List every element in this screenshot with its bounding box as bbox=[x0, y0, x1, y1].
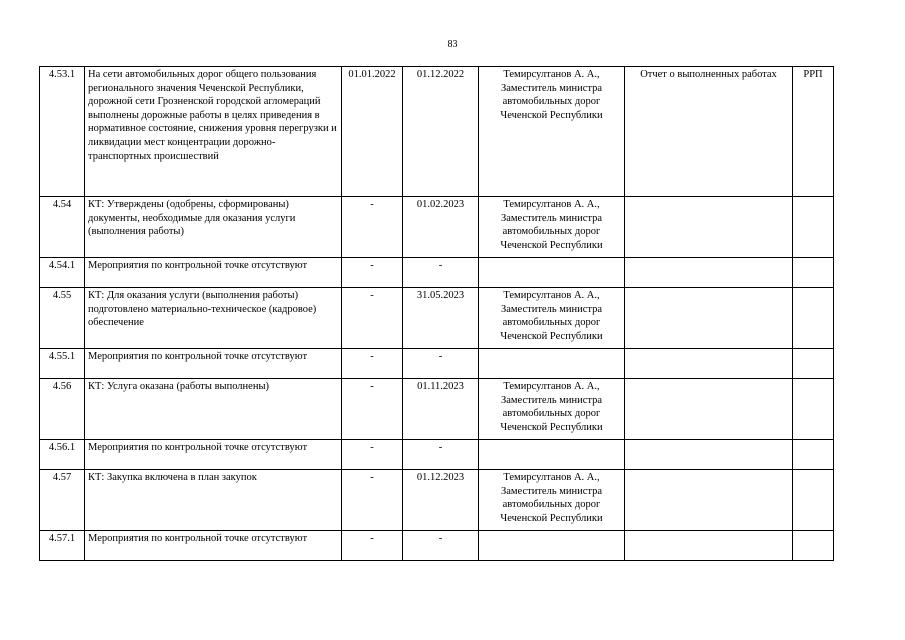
row-system bbox=[793, 197, 834, 258]
row-start-date: - bbox=[342, 349, 403, 379]
table-row bbox=[40, 379, 834, 440]
row-end-date: 01.11.2023 bbox=[403, 379, 479, 440]
table-row bbox=[40, 531, 834, 561]
row-responsible: Темирсултанов А. А., Заместитель министра автомобильных дорог Чеченской Республики bbox=[479, 379, 625, 440]
row-start-date: - bbox=[342, 197, 403, 258]
row-number: 4.55 bbox=[40, 288, 85, 349]
table-row bbox=[40, 349, 834, 379]
plan-table bbox=[39, 66, 834, 561]
row-result bbox=[625, 470, 793, 531]
row-start-date: - bbox=[342, 440, 403, 470]
row-number: 4.53.1 bbox=[40, 67, 85, 197]
row-result bbox=[625, 288, 793, 349]
row-system: РРП bbox=[793, 67, 834, 197]
row-responsible: Темирсултанов А. А., Заместитель министра автомобильных дорог Чеченской Республики bbox=[479, 470, 625, 531]
row-description: На сети автомобильных дорог общего пользования регионального значения Чеченской Республики, дорожной сети Грозненской городской агломераций выполнены дорожные работы в целях приведения в нормативное состояние, снижения уровня перегрузки и ликвидации мест концентрации дорожно-транспортных происшествий bbox=[85, 67, 342, 197]
row-system bbox=[793, 258, 834, 288]
row-responsible: Темирсултанов А. А., Заместитель министра автомобильных дорог Чеченской Республики bbox=[479, 67, 625, 197]
row-number: 4.54.1 bbox=[40, 258, 85, 288]
row-description: Мероприятия по контрольной точке отсутствуют bbox=[85, 349, 342, 379]
table-row bbox=[40, 470, 834, 531]
row-description: КТ: Закупка включена в план закупок bbox=[85, 470, 342, 531]
row-end-date: - bbox=[403, 531, 479, 561]
row-start-date: - bbox=[342, 288, 403, 349]
page-number: 83 bbox=[447, 39, 458, 50]
row-result: Отчет о выполненных работах bbox=[625, 67, 793, 197]
table-row bbox=[40, 288, 834, 349]
row-end-date: 01.12.2022 bbox=[403, 67, 479, 197]
row-number: 4.56 bbox=[40, 379, 85, 440]
row-result bbox=[625, 379, 793, 440]
row-responsible bbox=[479, 440, 625, 470]
row-end-date: - bbox=[403, 258, 479, 288]
table-row bbox=[40, 67, 834, 197]
row-system bbox=[793, 288, 834, 349]
row-description: КТ: Для оказания услуги (выполнения работы) подготовлено материально-техническое (кадровое) обеспечение bbox=[85, 288, 342, 349]
row-number: 4.57 bbox=[40, 470, 85, 531]
row-end-date: - bbox=[403, 440, 479, 470]
row-description: Мероприятия по контрольной точке отсутствуют bbox=[85, 531, 342, 561]
row-responsible bbox=[479, 258, 625, 288]
row-responsible bbox=[479, 531, 625, 561]
row-result bbox=[625, 440, 793, 470]
row-result bbox=[625, 258, 793, 288]
row-result bbox=[625, 349, 793, 379]
row-start-date: - bbox=[342, 379, 403, 440]
row-description: КТ: Услуга оказана (работы выполнены) bbox=[85, 379, 342, 440]
row-number: 4.55.1 bbox=[40, 349, 85, 379]
table-row bbox=[40, 440, 834, 470]
row-start-date: - bbox=[342, 258, 403, 288]
row-system bbox=[793, 349, 834, 379]
row-start-date: - bbox=[342, 470, 403, 531]
row-description: Мероприятия по контрольной точке отсутствуют bbox=[85, 258, 342, 288]
row-number: 4.54 bbox=[40, 197, 85, 258]
row-end-date: 31.05.2023 bbox=[403, 288, 479, 349]
row-number: 4.57.1 bbox=[40, 531, 85, 561]
row-end-date: 01.02.2023 bbox=[403, 197, 479, 258]
row-number: 4.56.1 bbox=[40, 440, 85, 470]
row-system bbox=[793, 440, 834, 470]
table-row bbox=[40, 258, 834, 288]
row-system bbox=[793, 531, 834, 561]
row-end-date: 01.12.2023 bbox=[403, 470, 479, 531]
row-start-date: 01.01.2022 bbox=[342, 67, 403, 197]
row-responsible: Темирсултанов А. А., Заместитель министра автомобильных дорог Чеченской Республики bbox=[479, 288, 625, 349]
row-description: Мероприятия по контрольной точке отсутствуют bbox=[85, 440, 342, 470]
row-system bbox=[793, 470, 834, 531]
row-start-date: - bbox=[342, 531, 403, 561]
row-end-date: - bbox=[403, 349, 479, 379]
table-row bbox=[40, 197, 834, 258]
row-responsible bbox=[479, 349, 625, 379]
row-responsible: Темирсултанов А. А., Заместитель министра автомобильных дорог Чеченской Республики bbox=[479, 197, 625, 258]
row-description: КТ: Утверждены (одобрены, сформированы) документы, необходимые для оказания услуги (выполнения работы) bbox=[85, 197, 342, 258]
row-system bbox=[793, 379, 834, 440]
row-result bbox=[625, 531, 793, 561]
row-result bbox=[625, 197, 793, 258]
